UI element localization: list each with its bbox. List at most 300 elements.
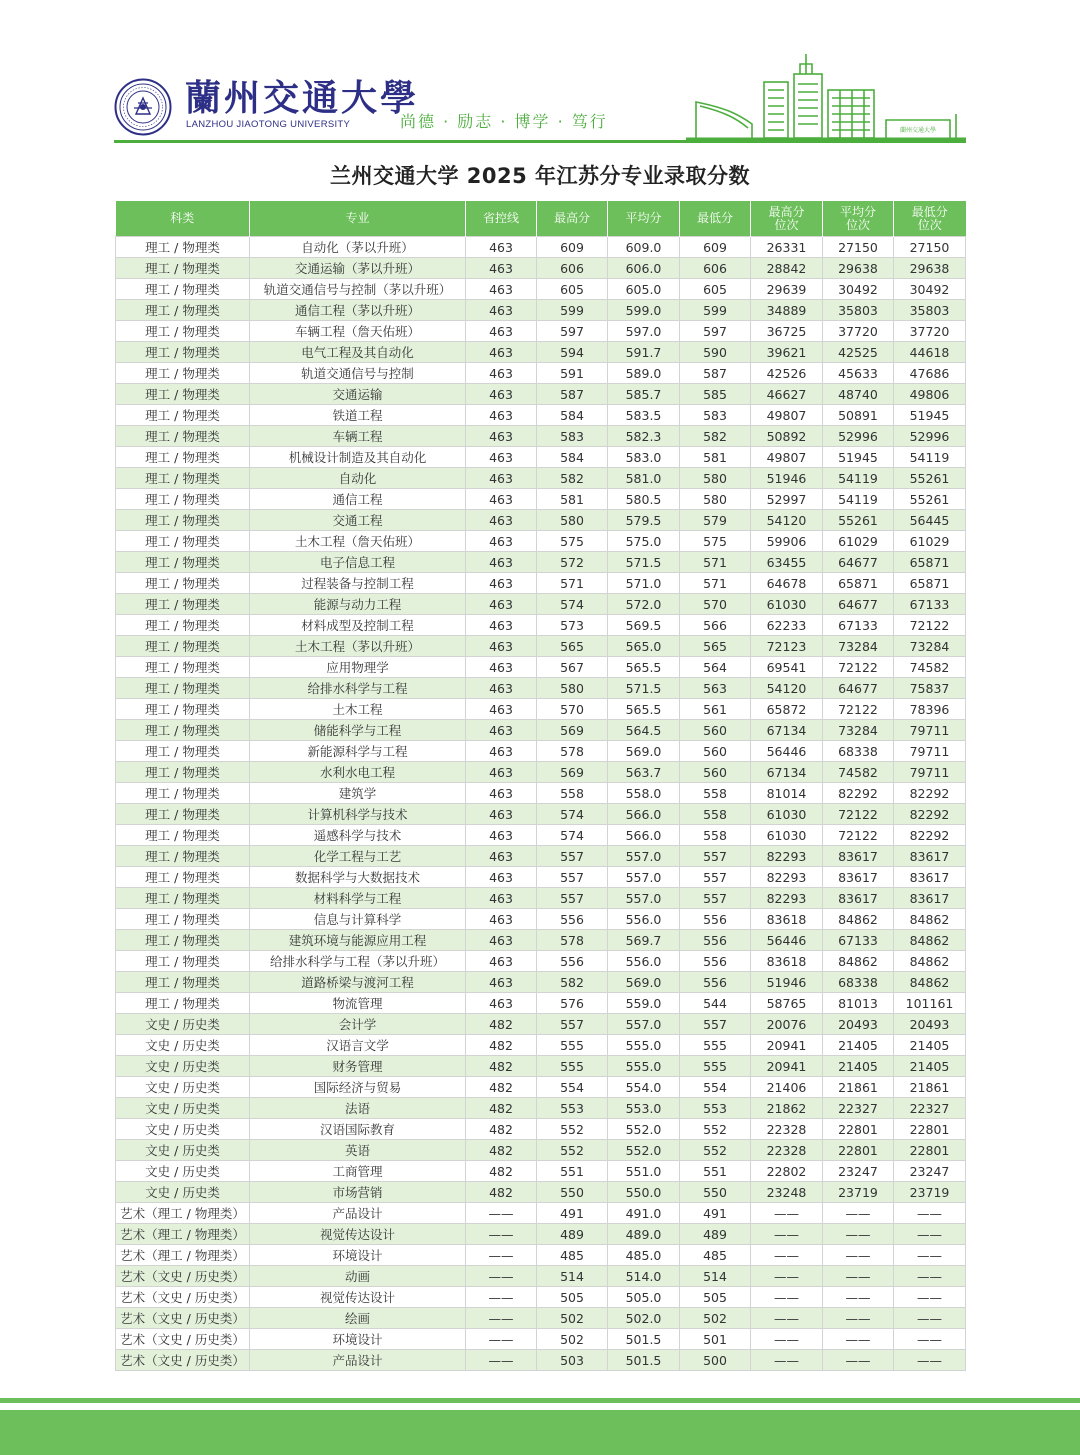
table-row <box>116 237 966 258</box>
cell-avg-rank: 83617 <box>823 867 894 888</box>
table-row <box>116 1287 966 1308</box>
cell-min-score: 597 <box>680 321 751 342</box>
cell-category: 理工 / 物理类 <box>116 720 250 741</box>
cell-max-rank: 49807 <box>751 405 823 426</box>
cell-control-line: —— <box>466 1245 537 1266</box>
cell-major: 电气工程及其自动化 <box>250 342 466 363</box>
cell-control-line: 463 <box>466 783 537 804</box>
cell-min-rank: 78396 <box>894 699 966 720</box>
cell-category: 理工 / 物理类 <box>116 426 250 447</box>
cell-major: 交通运输（茅以升班） <box>250 258 466 279</box>
cell-max-rank: 51946 <box>751 468 823 489</box>
cell-major: 法语 <box>250 1098 466 1119</box>
cell-max-score: 552 <box>537 1140 608 1161</box>
cell-avg-score: 582.3 <box>608 426 680 447</box>
cell-avg-rank: 23719 <box>823 1182 894 1203</box>
cell-max-rank: 82293 <box>751 888 823 909</box>
cell-major: 自动化 <box>250 468 466 489</box>
cell-category: 理工 / 物理类 <box>116 888 250 909</box>
cell-control-line: —— <box>466 1203 537 1224</box>
cell-min-rank: —— <box>894 1329 966 1350</box>
cell-min-rank: 21861 <box>894 1077 966 1098</box>
cell-category: 理工 / 物理类 <box>116 993 250 1014</box>
cell-min-rank: 61029 <box>894 531 966 552</box>
cell-avg-score: 555.0 <box>608 1035 680 1056</box>
cell-min-rank: 30492 <box>894 279 966 300</box>
table-row <box>116 636 966 657</box>
cell-avg-score: 552.0 <box>608 1119 680 1140</box>
cell-category: 文史 / 历史类 <box>116 1056 250 1077</box>
cell-major: 过程装备与控制工程 <box>250 573 466 594</box>
table-row <box>116 489 966 510</box>
cell-category: 理工 / 物理类 <box>116 510 250 531</box>
university-name-cn: 蘭州交通大學 <box>185 77 420 119</box>
cell-min-score: 581 <box>680 447 751 468</box>
cell-max-rank: 29639 <box>751 279 823 300</box>
cell-control-line: 463 <box>466 321 537 342</box>
cell-avg-rank: 68338 <box>823 972 894 993</box>
cell-min-rank: 79711 <box>894 720 966 741</box>
cell-min-rank: 51945 <box>894 405 966 426</box>
cell-avg-rank: —— <box>823 1245 894 1266</box>
table-row <box>116 783 966 804</box>
cell-min-score: 544 <box>680 993 751 1014</box>
column-header-min-rank: 最低分 位次 <box>894 201 966 237</box>
cell-major: 汉语国际教育 <box>250 1119 466 1140</box>
cell-avg-score: 550.0 <box>608 1182 680 1203</box>
cell-major: 铁道工程 <box>250 405 466 426</box>
cell-max-score: 574 <box>537 594 608 615</box>
cell-control-line: 463 <box>466 615 537 636</box>
cell-major: 交通运输 <box>250 384 466 405</box>
cell-min-rank: 79711 <box>894 762 966 783</box>
table-row <box>116 615 966 636</box>
cell-control-line: 463 <box>466 930 537 951</box>
cell-major: 汉语言文学 <box>250 1035 466 1056</box>
cell-control-line: —— <box>466 1350 537 1371</box>
cell-avg-rank: —— <box>823 1203 894 1224</box>
cell-avg-rank: —— <box>823 1224 894 1245</box>
cell-control-line: —— <box>466 1308 537 1329</box>
cell-control-line: 463 <box>466 258 537 279</box>
cell-category: 理工 / 物理类 <box>116 573 250 594</box>
cell-avg-score: 485.0 <box>608 1245 680 1266</box>
column-header-avg-score: 平均分 <box>608 201 680 237</box>
cell-min-score: 582 <box>680 426 751 447</box>
cell-control-line: 463 <box>466 867 537 888</box>
cell-avg-rank: 82292 <box>823 783 894 804</box>
table-row <box>116 825 966 846</box>
cell-category: 理工 / 物理类 <box>116 846 250 867</box>
cell-max-score: 570 <box>537 699 608 720</box>
campus-skyline-icon <box>686 50 966 142</box>
cell-control-line: 463 <box>466 342 537 363</box>
cell-max-score: 583 <box>537 426 608 447</box>
cell-avg-score: 565.5 <box>608 699 680 720</box>
cell-major: 给排水科学与工程（茅以升班） <box>250 951 466 972</box>
cell-control-line: 482 <box>466 1014 537 1035</box>
cell-min-score: 556 <box>680 951 751 972</box>
cell-min-score: 558 <box>680 825 751 846</box>
cell-category: 理工 / 物理类 <box>116 804 250 825</box>
table-row <box>116 1350 966 1371</box>
table-row <box>116 279 966 300</box>
cell-avg-rank: 52996 <box>823 426 894 447</box>
cell-max-rank: —— <box>751 1329 823 1350</box>
cell-category: 文史 / 历史类 <box>116 1182 250 1203</box>
cell-category: 理工 / 物理类 <box>116 552 250 573</box>
cell-max-score: 582 <box>537 972 608 993</box>
cell-control-line: 463 <box>466 573 537 594</box>
table-row <box>116 888 966 909</box>
cell-max-score: 485 <box>537 1245 608 1266</box>
table-row <box>116 972 966 993</box>
cell-min-rank: 23247 <box>894 1161 966 1182</box>
cell-avg-score: 589.0 <box>608 363 680 384</box>
cell-avg-rank: 21405 <box>823 1056 894 1077</box>
cell-max-score: 594 <box>537 342 608 363</box>
cell-major: 环境设计 <box>250 1329 466 1350</box>
table-row <box>116 1119 966 1140</box>
cell-avg-score: 599.0 <box>608 300 680 321</box>
cell-avg-rank: —— <box>823 1287 894 1308</box>
cell-min-score: 557 <box>680 888 751 909</box>
cell-max-rank: 46627 <box>751 384 823 405</box>
cell-min-score: 579 <box>680 510 751 531</box>
cell-min-score: 553 <box>680 1098 751 1119</box>
cell-max-rank: —— <box>751 1287 823 1308</box>
cell-major: 给排水科学与工程 <box>250 678 466 699</box>
cell-major: 遥感科学与技术 <box>250 825 466 846</box>
cell-major: 水利水电工程 <box>250 762 466 783</box>
svg-text:蘭州交通大學: 蘭州交通大學 <box>900 127 937 134</box>
cell-min-rank: 27150 <box>894 237 966 258</box>
cell-control-line: 482 <box>466 1161 537 1182</box>
cell-avg-score: 585.7 <box>608 384 680 405</box>
cell-max-rank: —— <box>751 1308 823 1329</box>
footer-divider <box>0 1398 1080 1403</box>
cell-max-rank: 72123 <box>751 636 823 657</box>
cell-category: 理工 / 物理类 <box>116 867 250 888</box>
cell-category: 理工 / 物理类 <box>116 657 250 678</box>
table-row <box>116 1140 966 1161</box>
cell-control-line: 463 <box>466 972 537 993</box>
cell-major: 绘画 <box>250 1308 466 1329</box>
cell-min-score: 585 <box>680 384 751 405</box>
cell-control-line: 482 <box>466 1098 537 1119</box>
cell-max-rank: 50892 <box>751 426 823 447</box>
cell-control-line: 482 <box>466 1077 537 1098</box>
cell-min-score: 575 <box>680 531 751 552</box>
column-header-avg-rank: 平均分 位次 <box>823 201 894 237</box>
cell-min-score: 491 <box>680 1203 751 1224</box>
cell-avg-score: 579.5 <box>608 510 680 531</box>
cell-avg-score: 502.0 <box>608 1308 680 1329</box>
cell-avg-score: 552.0 <box>608 1140 680 1161</box>
column-header-min-score: 最低分 <box>680 201 751 237</box>
cell-avg-score: 555.0 <box>608 1056 680 1077</box>
cell-min-score: 563 <box>680 678 751 699</box>
cell-min-rank: 44618 <box>894 342 966 363</box>
cell-min-rank: 75837 <box>894 678 966 699</box>
cell-max-rank: —— <box>751 1203 823 1224</box>
cell-avg-score: 558.0 <box>608 783 680 804</box>
cell-min-rank: 35803 <box>894 300 966 321</box>
cell-category: 文史 / 历史类 <box>116 1119 250 1140</box>
cell-category: 文史 / 历史类 <box>116 1140 250 1161</box>
cell-major: 土木工程 <box>250 699 466 720</box>
university-name-en: LANZHOU JIAOTONG UNIVERSITY <box>186 119 351 130</box>
cell-min-rank: 84862 <box>894 951 966 972</box>
cell-avg-score: 566.0 <box>608 825 680 846</box>
table-row <box>116 699 966 720</box>
cell-min-score: 514 <box>680 1266 751 1287</box>
cell-major: 计算机科学与技术 <box>250 804 466 825</box>
cell-avg-rank: 27150 <box>823 237 894 258</box>
cell-max-score: 502 <box>537 1308 608 1329</box>
cell-max-score: 580 <box>537 510 608 531</box>
cell-max-rank: 56446 <box>751 930 823 951</box>
cell-min-score: 557 <box>680 1014 751 1035</box>
cell-category: 理工 / 物理类 <box>116 741 250 762</box>
cell-min-rank: 84862 <box>894 930 966 951</box>
cell-category: 理工 / 物理类 <box>116 678 250 699</box>
table-row <box>116 447 966 468</box>
cell-max-rank: 20076 <box>751 1014 823 1035</box>
cell-max-score: 491 <box>537 1203 608 1224</box>
cell-min-score: 502 <box>680 1308 751 1329</box>
cell-avg-score: 565.5 <box>608 657 680 678</box>
cell-min-score: 587 <box>680 363 751 384</box>
cell-control-line: 482 <box>466 1140 537 1161</box>
table-row <box>116 258 966 279</box>
cell-control-line: 463 <box>466 510 537 531</box>
cell-avg-rank: 21861 <box>823 1077 894 1098</box>
cell-category: 理工 / 物理类 <box>116 300 250 321</box>
cell-control-line: 463 <box>466 447 537 468</box>
cell-control-line: 463 <box>466 846 537 867</box>
cell-avg-rank: 83617 <box>823 846 894 867</box>
table-row <box>116 909 966 930</box>
cell-min-score: 552 <box>680 1119 751 1140</box>
cell-control-line: 463 <box>466 825 537 846</box>
cell-major: 数据科学与大数据技术 <box>250 867 466 888</box>
cell-avg-rank: 64677 <box>823 552 894 573</box>
table-row <box>116 1266 966 1287</box>
cell-avg-score: 569.0 <box>608 972 680 993</box>
cell-avg-rank: 48740 <box>823 384 894 405</box>
cell-control-line: —— <box>466 1287 537 1308</box>
cell-min-rank: 65871 <box>894 552 966 573</box>
cell-avg-rank: 84862 <box>823 909 894 930</box>
cell-control-line: 463 <box>466 426 537 447</box>
cell-avg-rank: 64677 <box>823 678 894 699</box>
cell-avg-rank: 83617 <box>823 888 894 909</box>
cell-max-rank: 81014 <box>751 783 823 804</box>
cell-control-line: 463 <box>466 279 537 300</box>
cell-max-score: 514 <box>537 1266 608 1287</box>
cell-major: 材料科学与工程 <box>250 888 466 909</box>
cell-max-score: 581 <box>537 489 608 510</box>
cell-control-line: 463 <box>466 552 537 573</box>
column-header-max-score: 最高分 <box>537 201 608 237</box>
cell-category: 艺术（理工 / 物理类） <box>116 1203 250 1224</box>
cell-category: 艺术（文史 / 历史类） <box>116 1329 250 1350</box>
cell-major: 土木工程（茅以升班） <box>250 636 466 657</box>
cell-min-score: 556 <box>680 972 751 993</box>
cell-min-rank: 29638 <box>894 258 966 279</box>
cell-max-score: 574 <box>537 825 608 846</box>
cell-max-score: 599 <box>537 300 608 321</box>
cell-category: 理工 / 物理类 <box>116 783 250 804</box>
cell-max-rank: 52997 <box>751 489 823 510</box>
cell-max-rank: 83618 <box>751 951 823 972</box>
cell-avg-rank: 51945 <box>823 447 894 468</box>
cell-max-score: 505 <box>537 1287 608 1308</box>
cell-max-score: 557 <box>537 1014 608 1035</box>
cell-min-score: 505 <box>680 1287 751 1308</box>
table-row <box>116 741 966 762</box>
cell-control-line: 463 <box>466 699 537 720</box>
cell-min-rank: —— <box>894 1308 966 1329</box>
cell-min-rank: 22327 <box>894 1098 966 1119</box>
cell-max-score: 584 <box>537 405 608 426</box>
table-row <box>116 846 966 867</box>
cell-major: 产品设计 <box>250 1203 466 1224</box>
cell-min-score: 580 <box>680 489 751 510</box>
cell-min-rank: 21405 <box>894 1056 966 1077</box>
cell-control-line: 463 <box>466 405 537 426</box>
cell-avg-score: 566.0 <box>608 804 680 825</box>
cell-min-score: 555 <box>680 1056 751 1077</box>
cell-avg-score: 583.0 <box>608 447 680 468</box>
cell-max-rank: 21406 <box>751 1077 823 1098</box>
table-row <box>116 720 966 741</box>
cell-min-rank: 55261 <box>894 468 966 489</box>
page-title: 兰州交通大学 2025 年江苏分专业录取分数 <box>329 164 751 188</box>
table-row <box>116 300 966 321</box>
cell-max-rank: 22328 <box>751 1140 823 1161</box>
cell-avg-rank: 42525 <box>823 342 894 363</box>
table-row <box>116 1161 966 1182</box>
cell-min-score: 560 <box>680 762 751 783</box>
cell-max-score: 573 <box>537 615 608 636</box>
cell-avg-score: 563.7 <box>608 762 680 783</box>
cell-control-line: 463 <box>466 237 537 258</box>
cell-min-rank: 73284 <box>894 636 966 657</box>
cell-avg-rank: 54119 <box>823 489 894 510</box>
cell-min-rank: 37720 <box>894 321 966 342</box>
cell-avg-rank: 55261 <box>823 510 894 531</box>
cell-major: 英语 <box>250 1140 466 1161</box>
cell-avg-score: 491.0 <box>608 1203 680 1224</box>
cell-max-rank: 63455 <box>751 552 823 573</box>
cell-major: 车辆工程（詹天佑班） <box>250 321 466 342</box>
cell-control-line: —— <box>466 1224 537 1245</box>
cell-min-score: 500 <box>680 1350 751 1371</box>
cell-max-score: 582 <box>537 468 608 489</box>
cell-max-score: 597 <box>537 321 608 342</box>
table-row <box>116 552 966 573</box>
cell-min-rank: —— <box>894 1224 966 1245</box>
cell-max-rank: 82293 <box>751 867 823 888</box>
cell-min-score: 606 <box>680 258 751 279</box>
cell-min-score: 550 <box>680 1182 751 1203</box>
cell-avg-score: 591.7 <box>608 342 680 363</box>
table-row <box>116 1245 966 1266</box>
cell-major: 工商管理 <box>250 1161 466 1182</box>
cell-max-score: 575 <box>537 531 608 552</box>
cell-major: 物流管理 <box>250 993 466 1014</box>
cell-max-score: 605 <box>537 279 608 300</box>
cell-max-rank: 59906 <box>751 531 823 552</box>
cell-control-line: 463 <box>466 909 537 930</box>
cell-max-rank: 54120 <box>751 678 823 699</box>
cell-avg-score: 606.0 <box>608 258 680 279</box>
cell-category: 理工 / 物理类 <box>116 762 250 783</box>
cell-min-rank: 82292 <box>894 804 966 825</box>
cell-major: 轨道交通信号与控制（茅以升班） <box>250 279 466 300</box>
cell-category: 艺术（文史 / 历史类） <box>116 1287 250 1308</box>
cell-max-rank: 28842 <box>751 258 823 279</box>
cell-major: 轨道交通信号与控制 <box>250 363 466 384</box>
cell-max-score: 556 <box>537 909 608 930</box>
cell-max-score: 571 <box>537 573 608 594</box>
table-row <box>116 930 966 951</box>
cell-min-rank: 21405 <box>894 1035 966 1056</box>
cell-major: 通信工程（茅以升班） <box>250 300 466 321</box>
cell-avg-rank: 29638 <box>823 258 894 279</box>
cell-min-rank: 22801 <box>894 1119 966 1140</box>
cell-avg-rank: 54119 <box>823 468 894 489</box>
cell-min-rank: 22801 <box>894 1140 966 1161</box>
cell-max-score: 558 <box>537 783 608 804</box>
cell-major: 能源与动力工程 <box>250 594 466 615</box>
cell-max-score: 606 <box>537 258 608 279</box>
cell-category: 理工 / 物理类 <box>116 930 250 951</box>
column-header-category: 科类 <box>116 201 250 237</box>
cell-max-score: 556 <box>537 951 608 972</box>
table-header-row <box>116 201 966 237</box>
cell-min-score: 555 <box>680 1035 751 1056</box>
cell-avg-score: 597.0 <box>608 321 680 342</box>
cell-major: 机械设计制造及其自动化 <box>250 447 466 468</box>
cell-avg-score: 575.0 <box>608 531 680 552</box>
cell-avg-rank: —— <box>823 1350 894 1371</box>
cell-max-score: 609 <box>537 237 608 258</box>
cell-control-line: 463 <box>466 300 537 321</box>
cell-major: 动画 <box>250 1266 466 1287</box>
cell-category: 理工 / 物理类 <box>116 951 250 972</box>
cell-min-score: 583 <box>680 405 751 426</box>
cell-min-score: 605 <box>680 279 751 300</box>
cell-max-score: 557 <box>537 888 608 909</box>
cell-category: 文史 / 历史类 <box>116 1014 250 1035</box>
cell-avg-score: 569.5 <box>608 615 680 636</box>
cell-category: 艺术（文史 / 历史类） <box>116 1308 250 1329</box>
cell-category: 理工 / 物理类 <box>116 279 250 300</box>
cell-max-rank: 20941 <box>751 1056 823 1077</box>
table-row <box>116 1098 966 1119</box>
table-row <box>116 1182 966 1203</box>
cell-max-rank: 61030 <box>751 804 823 825</box>
cell-category: 理工 / 物理类 <box>116 258 250 279</box>
cell-avg-score: 571.5 <box>608 552 680 573</box>
university-motto: 尚德 · 励志 · 博学 · 笃行 <box>400 112 608 131</box>
cell-avg-rank: 73284 <box>823 720 894 741</box>
cell-major: 国际经济与贸易 <box>250 1077 466 1098</box>
cell-min-score: 571 <box>680 573 751 594</box>
